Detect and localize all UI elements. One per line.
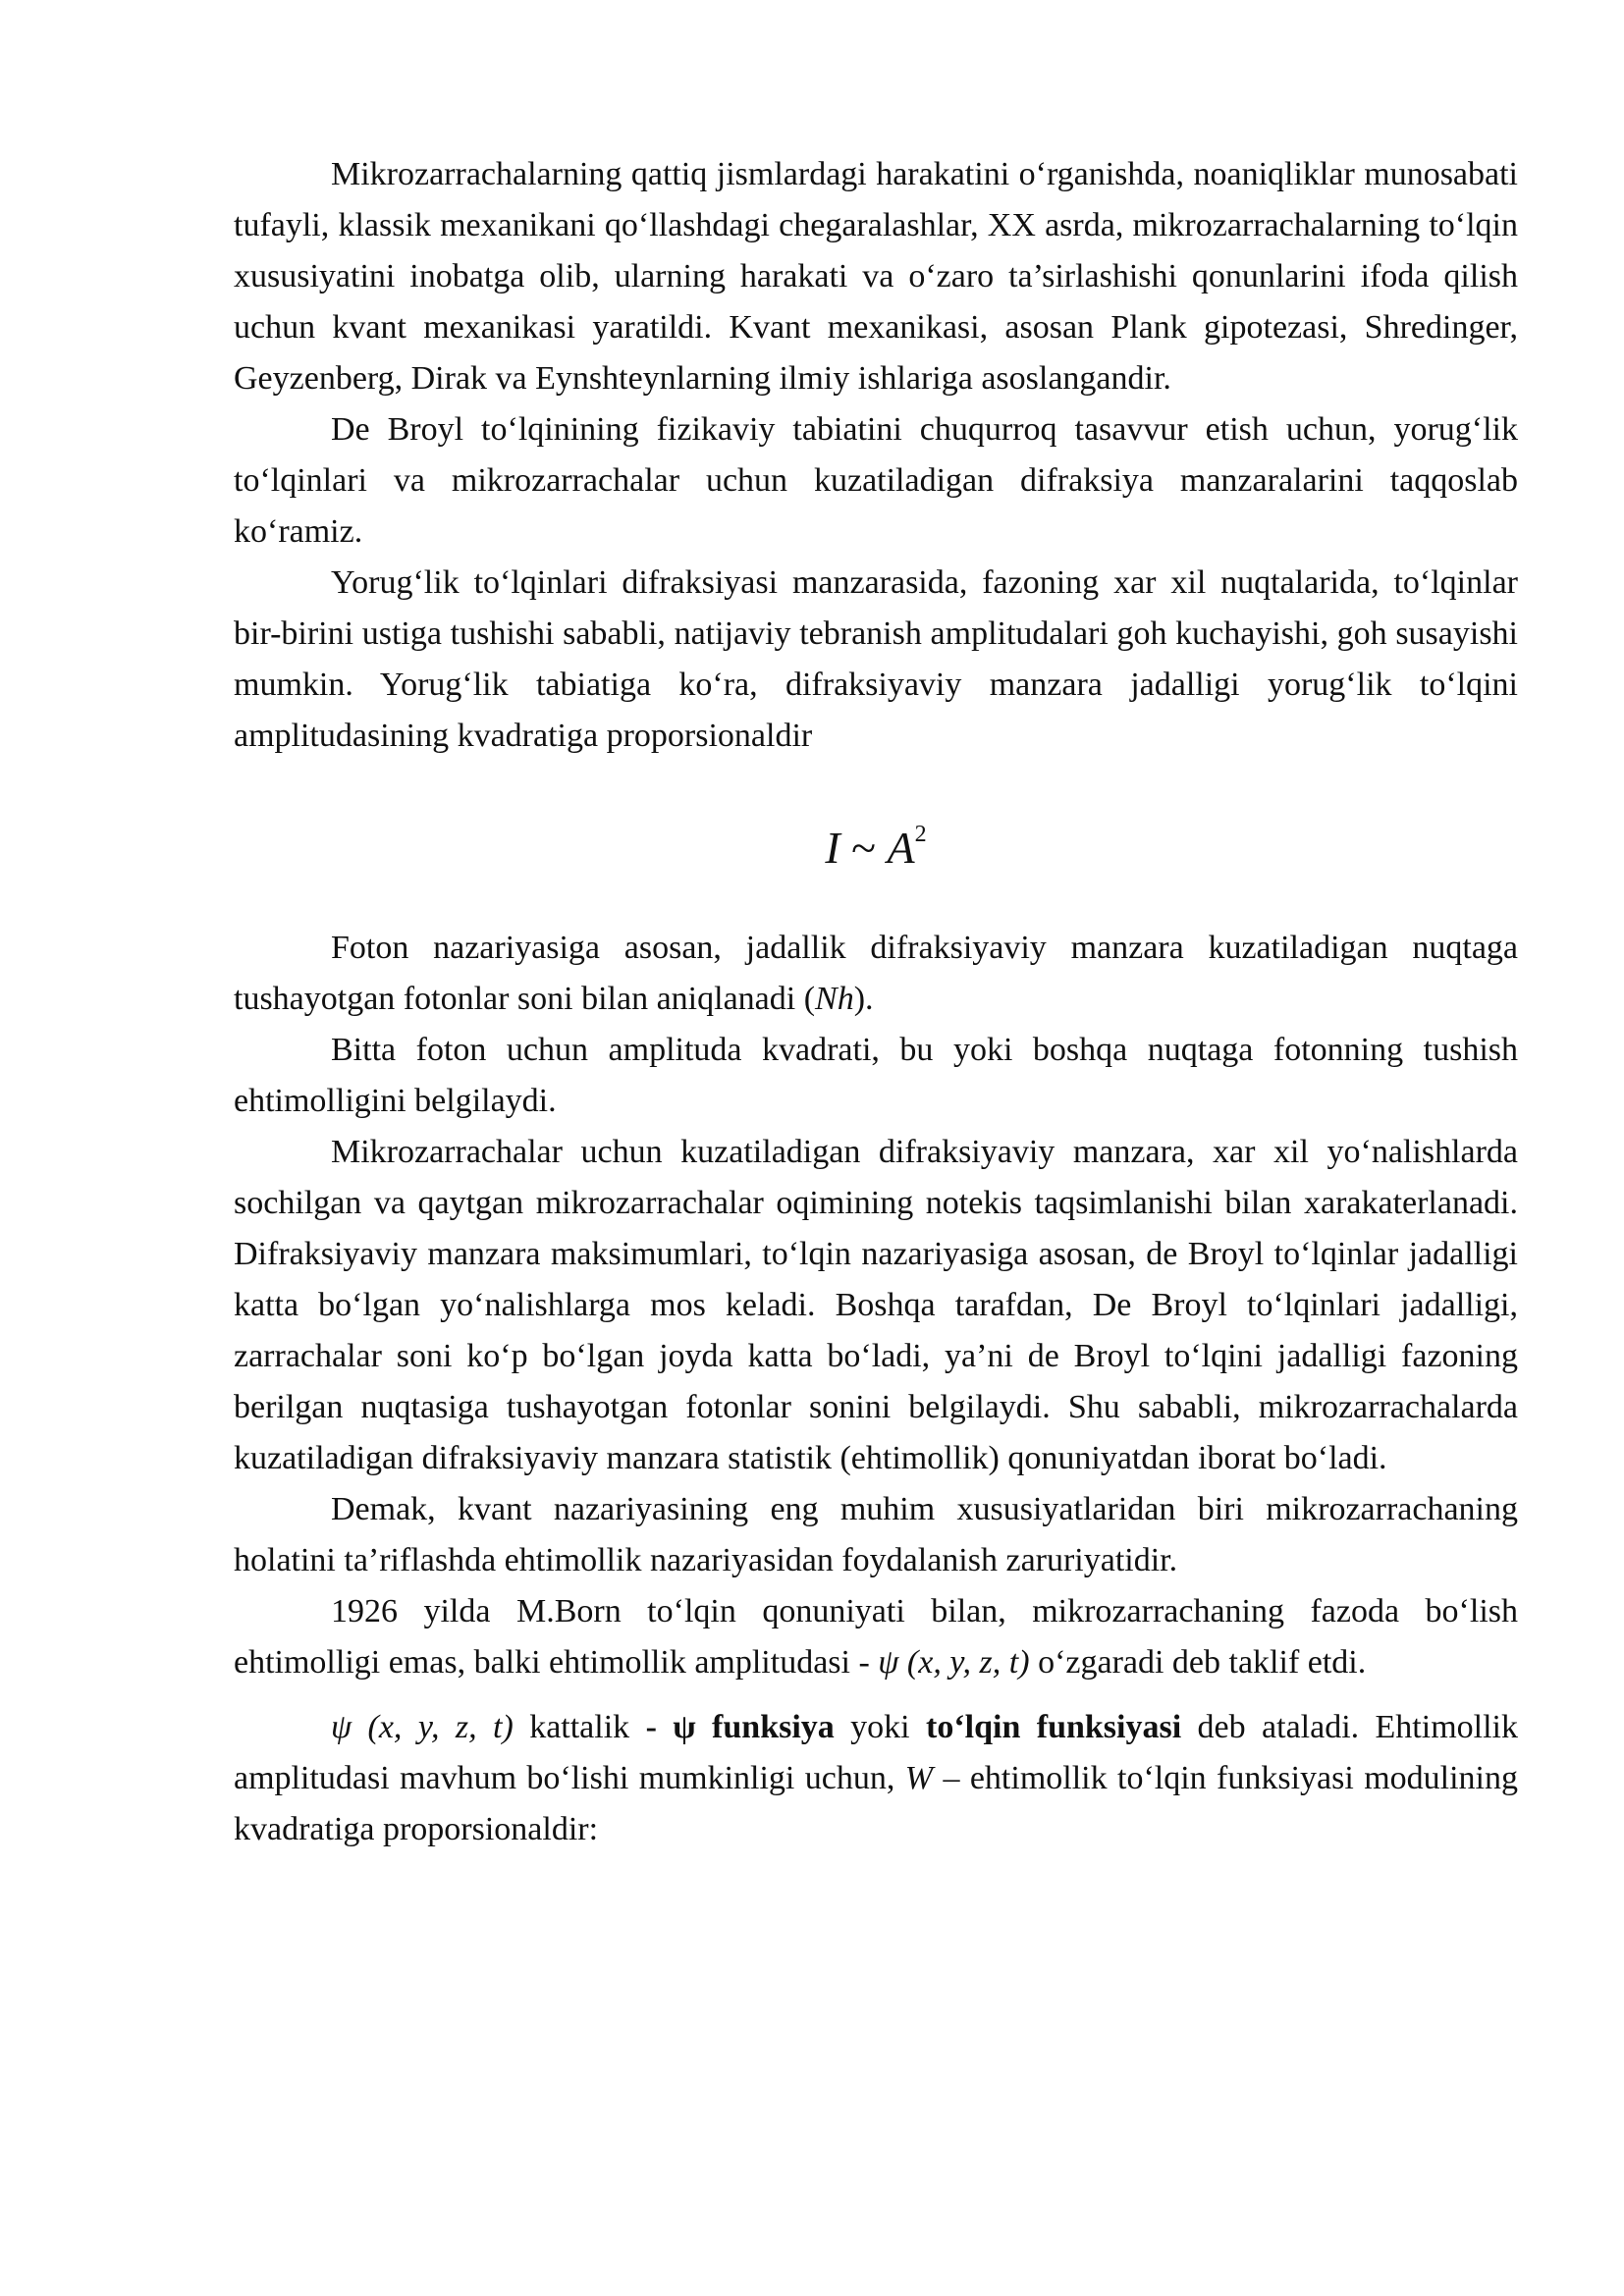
formula-operator: ~ [839, 823, 888, 873]
symbol-psi-2: ψ [331, 1709, 352, 1745]
paragraph-wave-function [234, 1702, 1518, 1855]
document-page [234, 149, 1518, 1855]
paragraph-de-broyl: De Broyl to‘lqinining fizikaviy tabiatini chuqurroq tasavvur etish uchun, yorug‘lik to‘lqinlari va mikrozarrachalar uchun kuzatiladigan difraksiya manzaralarini taqqoslab ko‘ramiz. [234, 411, 1518, 550]
paragraph-born-end: o‘zgaradi deb taklif etdi. [1029, 1644, 1367, 1681]
psi-arguments: (x, y, z, t) [898, 1644, 1030, 1681]
term-wave-function: to‘lqin funksiyasi [926, 1709, 1182, 1745]
paragraph-photon-theory [234, 923, 1518, 1025]
paragraph-photon-theory-end: ). [853, 981, 874, 1017]
paragraph-born [234, 1586, 1518, 1688]
paragraph-wave-function-text-2: yoki [834, 1709, 927, 1745]
paragraph-light-diffraction: Yorug‘lik to‘lqinlari difraksiyasi manzarasida, fazoning xar xil nuqtalarida, to‘lqinlar bir-birini ustiga tushishi sababli, natijaviy tebranish amplitudalari goh kuchayishi, goh susayishi mumkin. Yorug‘lik tabiatiga ko‘ra, difraksiyaviy manzara jadalligi yorug‘lik to‘lqini amplitudasining kvadratiga proporsionaldir [234, 564, 1518, 754]
paragraph-single-photon: Bitta foton uchun amplituda kvadrati, bu yoki boshqa nuqtaga fotonning tushish ehtimolligini belgilaydi. [234, 1032, 1518, 1119]
formula-exponent: 2 [914, 822, 927, 847]
formula-intensity [234, 805, 1518, 878]
paragraph-born-text: 1926 yilda M.Born to‘lqin qonuniyati bilan, mikrozarrachaning fazoda bo‘lish ehtimolligi emas, balki ehtimollik amplitudasi - [234, 1593, 1518, 1681]
paragraph-wave-function-end: – ehtimollik to‘lqin funksiyasi modulining kvadratiga proporsionaldir: [234, 1760, 1518, 1847]
symbol-psi: ψ [878, 1644, 899, 1681]
psi-arguments-2: (x, y, z, t) [352, 1709, 514, 1745]
paragraph-quantum-property: Demak, kvant nazariyasining eng muhim xususiyatlaridan biri mikrozarrachaning holatini ta’riflashda ehtimollik nazariyasidan foydalanish zaruriyatidir. [234, 1491, 1518, 1578]
paragraph-photon-theory-text: Foton nazariyasiga asosan, jadallik difraksiyaviy manzara kuzatiladigan nuqtaga tushayotgan fotonlar soni bilan aniqlanadi ( [234, 930, 1518, 1017]
paragraph-wave-function-text-3: deb ataladi. Ehtimollik amplitudasi mavhum bo‘lishi mumkinligi uchun, [234, 1709, 1518, 1796]
paragraph-microparticle-diffraction: Mikrozarrachalar uchun kuzatiladigan difraksiyaviy manzara, xar xil yo‘nalishlarda sochilgan va qaytgan mikrozarrachalar oqimining notekis taqsimlanishi bilan xarakaterlanadi. Difraksiyaviy manzara maksimumlari, to‘lqin nazariyasiga asosan, de Broyl to‘lqinlar jadalligi katta bo‘lgan yo‘nalishlarga mos keladi. Boshqa tarafdan, De Broyl to‘lqinlari jadalligi, zarrachalar soni ko‘p bo‘lgan joyda katta bo‘ladi, ya’ni de Broyl to‘lqini jadalligi fazoning berilgan nuqtasiga tushayotgan fotonlar sonini belgilaydi. Shu sababli, mikrozarrachalarda kuzatiladigan difraksiyaviy manzara statistik (ehtimollik) qonuniyatdan iborat bo‘ladi. [234, 1134, 1518, 1476]
paragraph-intro: Mikrozarrachalarning qattiq jismlardagi harakatini o‘rganishda, noaniqliklar munosabati tufayli, klassik mexanikani qo‘llashdagi chegaralashlar, XX asrda, mikrozarrachalarning to‘lqin xususiyatini inobatga olib, ularning harakati va o‘zaro ta’sirlashishi qonunlarini ifoda qilish uchun kvant mexanikasi yaratildi. Kvant mexanikasi, asosan Plank gipotezasi, Shredinger, Geyzenberg, Dirak va Eynshteynlarning ilmiy ishlariga asoslangandir. [234, 156, 1518, 397]
formula-lhs: I [825, 823, 840, 873]
term-psi-function: - ψ funksiya [645, 1709, 835, 1745]
formula-rhs: A [887, 823, 915, 873]
paragraph-wave-function-text-1: kattalik [513, 1709, 646, 1745]
symbol-w: W [904, 1760, 934, 1796]
symbol-nh: Nh [815, 981, 854, 1017]
